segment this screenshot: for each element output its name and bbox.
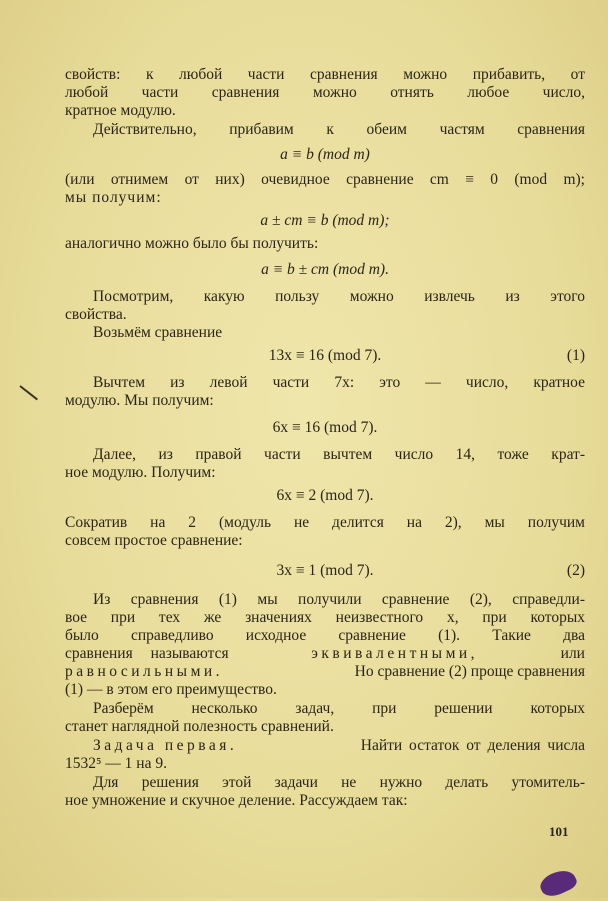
text-line: Действительно, прибавим к обеим частям сравнения [93,121,585,138]
equation-number: (1) [566,347,585,364]
equation: a ≡ b ± cm (mod m). [261,261,389,278]
text-line [65,737,585,755]
text-line: 1532⁵ — 1 на 9. [65,755,167,772]
text-line: вое при тех же значениях неизвестного x, при которых [65,609,585,626]
equation: 3x ≡ 1 (mod 7). [276,562,374,579]
text-line: Далее, из правой части вычтем число 14, тоже крат- [93,446,585,463]
text-line [65,663,585,681]
equation: 6x ≡ 16 (mod 7). [272,419,378,436]
text-line: Из сравнения (1) мы получили сравнение (2), справедли- [93,591,585,608]
text-line: было справедливо исходное сравнение (1). Такие два [65,627,585,644]
page-number: 101 [549,824,569,839]
text-line: Вычтем из левой части 7x: это — число, кратное [93,374,585,391]
equation-number: (2) [566,562,585,579]
text-line: совсем простое сравнение: [65,532,243,549]
text-line [65,645,585,663]
emphasized-term: эквивалентными, [311,645,479,662]
text-line: модулю. Мы получим: [65,392,214,409]
text-line: любой части сравнения можно отнять любое число, [65,84,585,101]
text-line: (1) — в этом его преимущество. [65,681,277,698]
text-line: Возьмём сравнение [93,324,223,341]
equation: 6x ≡ 2 (mod 7). [276,487,374,504]
text-line: ное умножение и скучное деление. Рассуждаем так: [65,792,408,809]
problem-heading: Задача первая. [93,737,238,754]
text-line: (или отнимем от них) очевидное сравнение cm ≡ 0 (mod m); [65,171,585,188]
equation: a ≡ b (mod m) [280,146,370,163]
text-line: Разберём несколько задач, при решении которых [93,700,585,717]
text-line: станет наглядной полезность сравнений. [65,718,334,735]
text-line: Посмотрим, какую пользу можно извлечь из этого [93,288,585,305]
text-span: Но сравнение (2) проще сравнения [354,663,585,680]
text-span: сравнения называются [65,645,229,662]
text-line: Для решения этой задачи не нужно делать утомитель- [93,774,585,791]
text-line: аналогично можно было бы получить: [65,235,319,252]
emphasized-term: равносильными. [65,663,224,680]
equation: a ± cm ≡ b (mod m); [260,212,390,229]
equation: 13x ≡ 16 (mod 7). [268,347,382,364]
text-line: мы получим: [65,189,162,206]
ink-stain [537,865,579,900]
text-line: свойств: к любой части сравнения можно прибавить, от [65,66,585,83]
text-line: кратное модулю. [65,102,176,119]
pencil-mark [19,385,38,400]
text-span: или [560,645,585,662]
text-span: Найти остаток от деления числа [360,737,585,754]
text-line: свойства. [65,306,127,323]
text-line: ное модулю. Получим: [65,464,216,481]
text-line: Сократив на 2 (модуль не делится на 2), мы получим [65,514,585,531]
